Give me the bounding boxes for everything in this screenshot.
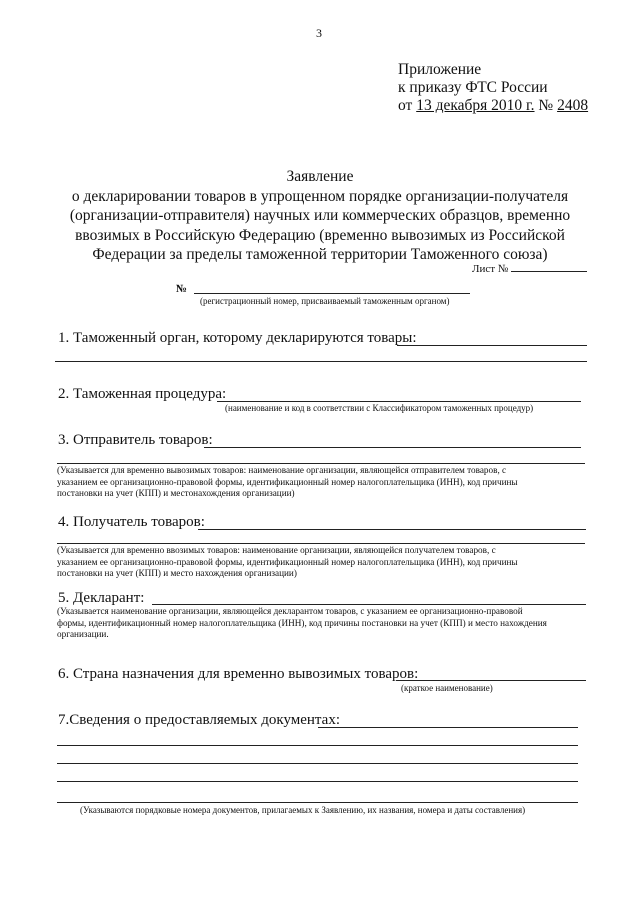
section-2-field[interactable] [217, 401, 581, 402]
page-number: 3 [316, 26, 322, 40]
section-6-caption: (краткое наименование) [401, 683, 493, 693]
section-5-note-line-2: формы, идентификационный номер налогоплательщика (ИНН), код причины постановки на учет (КПП) и место нахождения [57, 617, 547, 628]
section-2-label: 2. Таможенная процедура: [58, 386, 227, 402]
title-line-4: Федерации за пределы таможенной территории Таможенного союза) [92, 246, 548, 263]
order-number: 2408 [557, 97, 589, 114]
section-6-field[interactable] [396, 680, 586, 681]
registration-caption: (регистрационный номер, присваиваемый таможенным органом) [200, 296, 450, 306]
section-3-label: 3. Отправитель товаров: [58, 432, 213, 448]
section-5-note-line-1: (Указывается наименование организации, являющейся декларантом товаров, с указанием ее организационно-правовой [57, 606, 523, 616]
appendix-number-sign: № [534, 97, 558, 114]
section-4-field-line-2[interactable] [57, 543, 585, 544]
section-3-field-line-2[interactable] [57, 463, 585, 464]
order-date: 13 декабря 2010 г. [416, 97, 535, 114]
section-7-field-line-3[interactable] [57, 763, 578, 764]
section-7-field-line-5[interactable] [57, 802, 578, 803]
title-heading: Заявление [286, 168, 354, 185]
sheet-number [472, 262, 587, 275]
section-7-field[interactable] [318, 727, 578, 728]
sheet-label: Лист № [472, 263, 509, 275]
section-7-field-line-2[interactable] [57, 745, 578, 746]
appendix-header [398, 61, 588, 115]
section-6-label: 6. Страна назначения для временно вывозимых товаров: [58, 666, 419, 682]
section-7-caption: (Указываются порядковые номера документов, прилагаемых к Заявлению, их названия, номера и даты составления) [80, 805, 526, 815]
section-3-note-line-1: (Указывается для временно вывозимых товаров: наименование организации, являющейся отправителем товаров, с [57, 465, 507, 475]
section-7-field-line-4[interactable] [57, 781, 578, 782]
section-7-label: 7.Сведения о предоставляемых документах: [58, 712, 340, 728]
section-3-note-line-2: указанием ее организационно-правовой формы, идентификационный номер налогоплательщика (ИНН), код причины [57, 476, 518, 487]
title-line-3: ввозимых в Российскую Федерацию (временно вывозимых из Российской [75, 226, 565, 244]
title-line-2: (организации-отправителя) научных или коммерческих образцов, временно [69, 207, 571, 224]
section-5-note [57, 606, 587, 641]
title-line-1: о декларировании товаров в упрощенном порядке организации-получателя [71, 187, 569, 205]
sheet-number-field[interactable] [511, 262, 587, 272]
section-3-note [57, 465, 587, 500]
section-1-field[interactable] [397, 345, 587, 346]
section-5-label: 5. Декларант: [58, 590, 145, 606]
section-5-field[interactable] [152, 604, 586, 605]
section-3-field[interactable] [204, 447, 581, 448]
appendix-line-1: Приложение [398, 61, 482, 78]
registration-number-sign: № [176, 283, 188, 295]
appendix-prefix: от [398, 97, 417, 114]
document-title [40, 167, 600, 265]
section-3-note-line-3: постановки на учет (КПП) и местонахождения организации) [57, 488, 295, 498]
section-1-label: 1. Таможенный орган, которому декларируются товары: [58, 330, 417, 346]
section-2-caption: (наименование и код в соответствии с Классификатором таможенных процедур) [225, 403, 534, 413]
appendix-line-2: к приказу ФТС России [398, 79, 548, 96]
registration-number-field[interactable] [194, 293, 470, 294]
section-4-field[interactable] [198, 529, 586, 530]
section-4-note [57, 545, 587, 580]
section-4-note-line-2: указанием ее организационно-правовой формы, идентификационный номер налогоплательщика (ИНН), код причины [57, 556, 518, 567]
section-5-note-line-3: организации. [57, 629, 109, 639]
section-4-note-line-1: (Указывается для временно ввозимых товаров: наименование организации, являющейся получателем товаров, с [57, 545, 496, 555]
section-4-note-line-3: постановки на учет (КПП) и место нахождения организации) [57, 568, 297, 578]
section-1-field-line-2[interactable] [55, 361, 587, 362]
section-4-label: 4. Получатель товаров: [58, 514, 205, 530]
appendix-line-3 [398, 97, 588, 115]
